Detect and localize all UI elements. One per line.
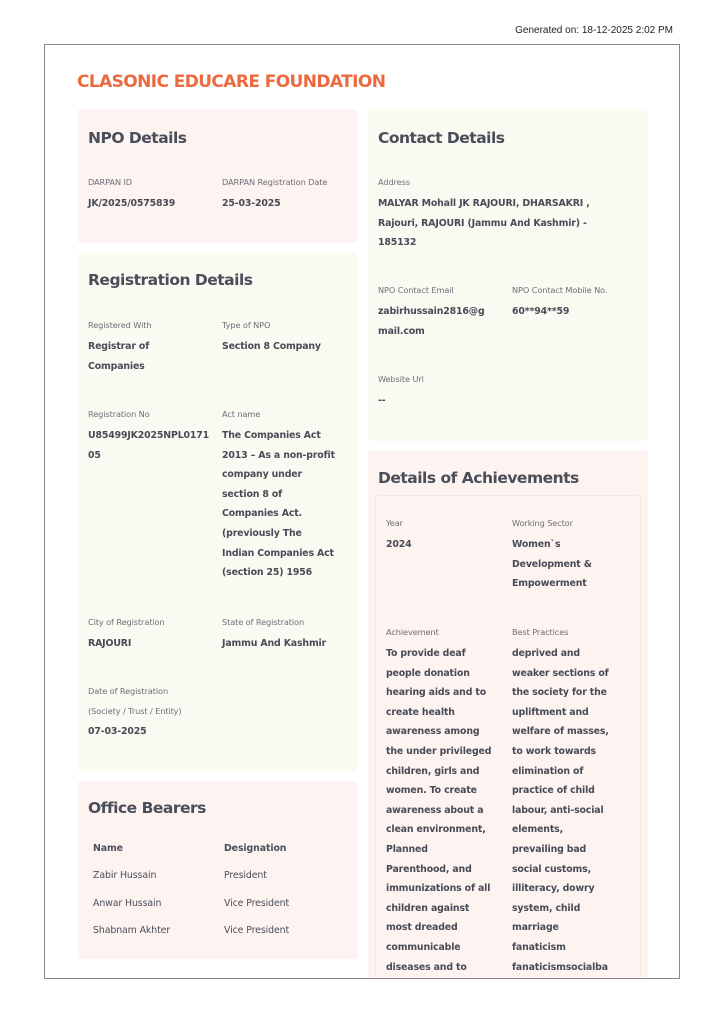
darpan-date-value: 25-03-2025: [222, 198, 281, 209]
bearer-name: Shabnam Akhter: [93, 925, 171, 936]
sector-line: Development &: [512, 558, 592, 570]
best-practice-line: prevailing bad: [512, 843, 587, 855]
address-label: Address: [378, 177, 410, 187]
achievement-label: Achievement: [386, 627, 439, 637]
registration-no-value: [88, 426, 209, 465]
address-line: 185132: [378, 237, 417, 249]
email-line: mail.com: [378, 325, 425, 337]
achievement-line: awareness among: [386, 726, 480, 738]
achievement-line: Parenthood, and: [386, 863, 472, 875]
achievement-line: clean environment,: [386, 824, 486, 836]
act-line: Companies Act.: [222, 508, 302, 520]
year-label: Year: [386, 518, 403, 528]
best-practice-line: fanaticism: [512, 941, 566, 953]
generated-timestamp: Generated on: 18-12-2025 2:02 PM: [515, 25, 673, 36]
achievement-line: children against: [386, 902, 470, 914]
registered-with-value: [88, 337, 149, 376]
act-name-label: Act name: [222, 409, 261, 419]
achievement-entry: [375, 495, 641, 979]
npo-details-card: [78, 109, 358, 243]
address-value: [378, 194, 590, 253]
best-practices-value: [512, 644, 609, 977]
best-practice-line: social customs,: [512, 863, 591, 875]
achievement-line: the under privileged: [386, 745, 492, 757]
registration-details-title: Registration Details: [88, 271, 253, 289]
registration-date-label: [88, 682, 182, 721]
sector-line: Empowerment: [512, 578, 587, 590]
act-line: company under: [222, 469, 302, 481]
email-label: NPO Contact Email: [378, 285, 454, 295]
bearer-designation: Vice President: [224, 898, 290, 909]
achievement-line: people donation: [386, 667, 470, 679]
registration-no-line: 05: [88, 449, 101, 461]
email-value[interactable]: [378, 302, 485, 341]
act-line: 2013 – As a non-profit: [222, 449, 335, 461]
year-value: 2024: [386, 539, 412, 550]
best-practice-line: elements,: [512, 824, 564, 836]
achievement-line: women. To create: [386, 785, 477, 797]
darpan-id-label: DARPAN ID: [88, 177, 133, 187]
office-bearers-card: [78, 781, 358, 959]
registration-date-label-line: (Society / Trust / Entity): [88, 705, 182, 716]
office-bearers-title: Office Bearers: [88, 799, 206, 817]
best-practice-line: labour, anti-social: [512, 804, 604, 816]
best-practice-line: to work towards: [512, 745, 596, 757]
contact-details-card: [368, 109, 648, 441]
best-practice-line: illiteracy, dowry: [512, 883, 595, 895]
achievement-line: awareness about a: [386, 804, 484, 816]
achievements-title: Details of Achievements: [378, 469, 579, 487]
designation-column-header: Designation: [224, 843, 287, 854]
act-name-value: [222, 426, 335, 583]
best-practice-line: marriage: [512, 922, 559, 934]
achievement-value: [386, 644, 491, 977]
achievements-card: [368, 451, 648, 979]
best-practice-line: upliftment and: [512, 706, 589, 718]
state-label: State of Registration: [222, 617, 305, 627]
act-line: section 8 of: [222, 488, 283, 500]
registration-date-label-line: Date of Registration: [88, 686, 169, 696]
achievement-line: To provide deaf: [386, 648, 466, 659]
name-column-header: Name: [93, 843, 123, 854]
achievement-line: children, girls and: [386, 765, 480, 777]
type-of-npo-label: Type of NPO: [222, 320, 271, 330]
best-practice-line: elimination of: [512, 765, 584, 777]
mobile-label: NPO Contact Mobile No.: [512, 285, 608, 295]
best-practice-line: the society for the: [512, 687, 607, 699]
darpan-id-value: JK/2025/0575839: [88, 198, 176, 209]
act-line: (section 25) 1956: [222, 567, 312, 579]
best-practice-line: welfare of masses,: [512, 726, 609, 738]
document-frame: [44, 44, 680, 979]
darpan-date-label: DARPAN Registration Date: [222, 177, 328, 187]
best-practice-line: practice of child: [512, 785, 595, 797]
city-label: City of Registration: [88, 617, 165, 627]
address-line: MALYAR Mohall JK RAJOURI, DHARSAKRI ,: [378, 198, 590, 209]
best-practice-line: fanaticismsocialba: [512, 961, 608, 973]
registration-date-value: 07-03-2025: [88, 726, 147, 737]
act-line: (previously The: [222, 527, 302, 539]
email-line: zabirhussain2816@g: [378, 306, 485, 317]
bearer-name: Zabir Hussain: [93, 870, 157, 881]
working-sector-label: Working Sector: [512, 518, 573, 528]
org-name-heading: CLASONIC EDUCARE FOUNDATION: [77, 72, 386, 92]
bearer-name: Anwar Hussain: [93, 898, 162, 909]
sector-line: Women`s: [512, 539, 561, 550]
achievement-line: Planned: [386, 843, 428, 855]
bearer-designation: President: [224, 870, 267, 881]
act-line: Indian Companies Act: [222, 547, 334, 559]
achievement-line: communicable: [386, 941, 461, 953]
achievement-line: diseases and to: [386, 961, 467, 973]
registered-with-label: Registered With: [88, 320, 152, 330]
achievement-line: immunizations of all: [386, 883, 491, 895]
website-label: Website Url: [378, 374, 424, 384]
city-value: RAJOURI: [88, 638, 132, 649]
achievement-line: hearing aids and to: [386, 687, 486, 699]
registration-no-label: Registration No: [88, 409, 150, 419]
mobile-value: 60**94**59: [512, 306, 570, 317]
bearer-designation: Vice President: [224, 925, 290, 936]
registered-with-line: Registrar of: [88, 341, 150, 352]
best-practice-line: deprived and: [512, 648, 580, 659]
best-practices-label: Best Practices: [512, 627, 569, 637]
registration-details-card: [78, 253, 358, 771]
achievement-line: create health: [386, 706, 455, 718]
state-value: Jammu And Kashmir: [222, 638, 327, 649]
website-value: --: [378, 395, 386, 406]
registration-no-line: U85499JK2025NPL0171: [88, 430, 210, 441]
contact-details-title: Contact Details: [378, 129, 505, 147]
act-line: The Companies Act: [222, 430, 321, 441]
npo-details-title: NPO Details: [88, 129, 187, 147]
best-practice-line: system, child: [512, 902, 581, 914]
best-practice-line: weaker sections of: [512, 667, 609, 679]
type-of-npo-value: Section 8 Company: [222, 341, 321, 352]
address-line: Rajouri, RAJOURI (Jammu And Kashmir) -: [378, 217, 587, 229]
achievement-line: most dreaded: [386, 922, 458, 934]
registered-with-line: Companies: [88, 360, 145, 372]
working-sector-value: [512, 535, 592, 594]
